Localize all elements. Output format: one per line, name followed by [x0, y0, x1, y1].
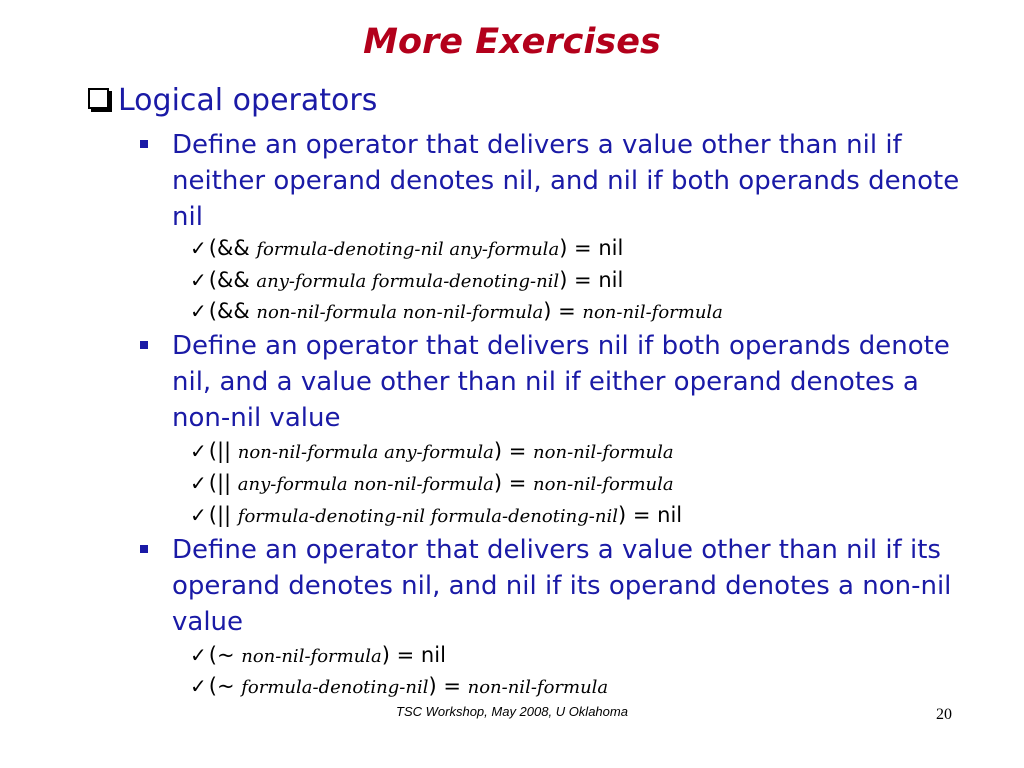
- page-number: 20: [936, 706, 952, 723]
- formula: non-nil-formula non-nil-formula: [256, 302, 544, 323]
- rule-and-3: ✓(&& non-nil-formula non-nil-formula) = non-nil-formula: [190, 299, 723, 323]
- checkmark-icon: ✓: [190, 503, 207, 527]
- formula: formula-denoting-nil formula-denoting-nil: [237, 506, 618, 527]
- result: nil: [657, 503, 683, 527]
- section-text: Define an operator that delivers a value other than nil if neither operand denotes nil, and nil if both operands denote nil: [172, 130, 960, 232]
- formula: any-formula formula-denoting-nil: [256, 271, 560, 292]
- result: non-nil-formula: [533, 442, 674, 463]
- formula: non-nil-formula: [241, 646, 382, 667]
- square-bullet-icon: [140, 140, 148, 148]
- checkmark-icon: ✓: [190, 674, 207, 698]
- formula: non-nil-formula any-formula: [237, 442, 494, 463]
- rule-not-2: ✓(~ formula-denoting-nil) = non-nil-formula: [190, 674, 609, 698]
- result: non-nil-formula: [582, 302, 723, 323]
- section-not: [140, 532, 960, 640]
- formula: formula-denoting-nil: [241, 677, 429, 698]
- heading-logical-operators: [88, 80, 377, 122]
- result: nil: [598, 236, 624, 260]
- checkmark-icon: ✓: [190, 643, 207, 667]
- rule-and-1: ✓(&& formula-denoting-nil any-formula) = nil: [190, 236, 624, 260]
- checkmark-icon: ✓: [190, 236, 207, 260]
- result: non-nil-formula: [533, 474, 674, 495]
- square-bullet-icon: [140, 341, 148, 349]
- checkmark-icon: ✓: [190, 471, 207, 495]
- heading-text: Logical operators: [118, 83, 378, 118]
- checkbox-square-icon: [88, 88, 109, 109]
- rule-or-2: ✓(|| any-formula non-nil-formula) = non-nil-formula: [190, 471, 674, 495]
- result: nil: [598, 268, 624, 292]
- formula: formula-denoting-nil any-formula: [256, 239, 560, 260]
- section-and: [140, 127, 960, 235]
- rule-and-2: ✓(&& any-formula formula-denoting-nil) = nil: [190, 268, 624, 292]
- rule-not-1: ✓(~ non-nil-formula) = nil: [190, 643, 446, 667]
- slide-footer: TSC Workshop, May 2008, U Oklahoma: [396, 704, 628, 719]
- checkmark-icon: ✓: [190, 439, 207, 463]
- result: non-nil-formula: [467, 677, 609, 698]
- square-bullet-icon: [140, 545, 148, 553]
- section-text: Define an operator that delivers a value other than nil if its operand denotes nil, and nil if its operand denotes a non-nil value: [172, 535, 952, 637]
- checkmark-icon: ✓: [190, 268, 207, 292]
- checkmark-icon: ✓: [190, 299, 207, 323]
- result: nil: [420, 643, 446, 667]
- section-or: [140, 328, 960, 436]
- slide-title: More Exercises: [363, 22, 661, 62]
- section-text: Define an operator that delivers nil if both operands denote nil, and a value other than nil if either operand denotes a non-nil value: [172, 331, 950, 433]
- rule-or-3: ✓(|| formula-denoting-nil formula-denoting-nil) = nil: [190, 503, 683, 527]
- rule-or-1: ✓(|| non-nil-formula any-formula) = non-nil-formula: [190, 439, 674, 463]
- formula: any-formula non-nil-formula: [237, 474, 494, 495]
